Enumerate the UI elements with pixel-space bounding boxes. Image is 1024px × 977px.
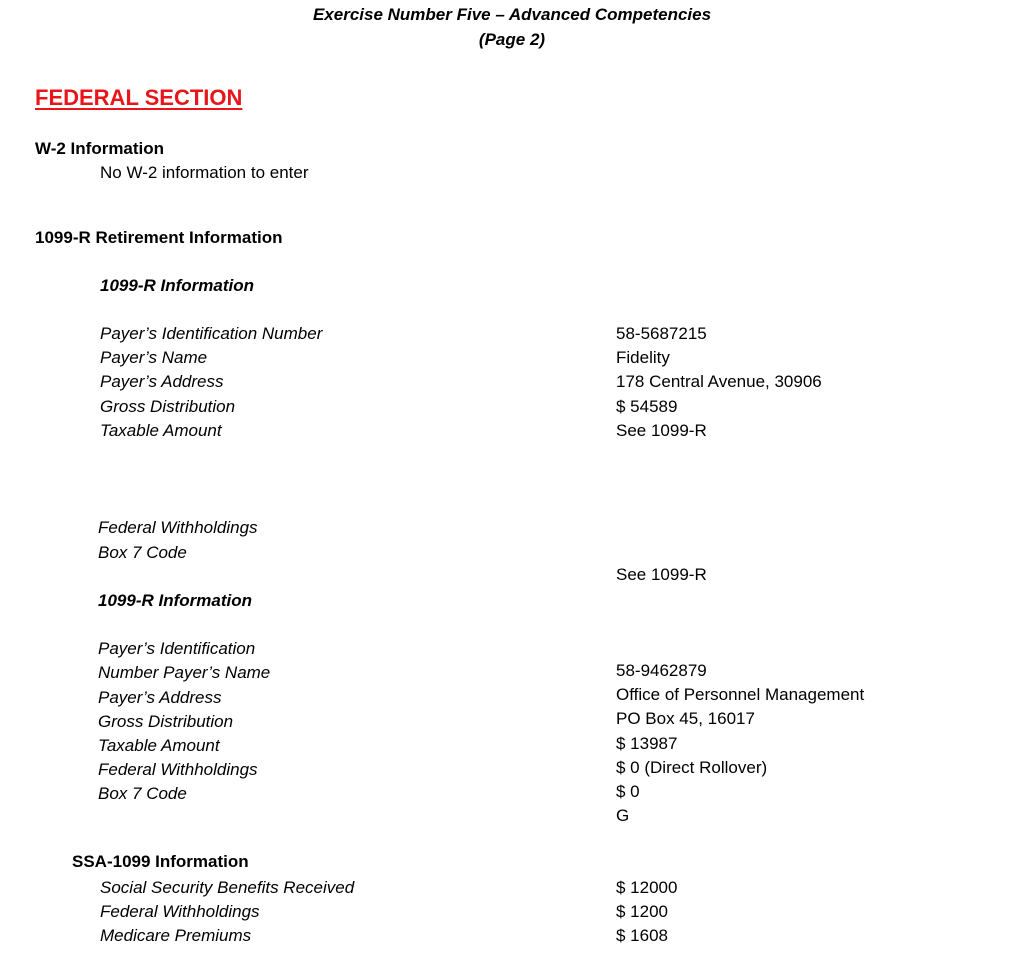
- 1099r2-value-box7-code: G: [616, 806, 630, 825]
- 1099r1-value-payer-name: Fidelity: [616, 348, 670, 367]
- 1099r2-label-payer-id: Payer’s Identification: [98, 639, 256, 658]
- 1099r-heading: 1099-R Retirement Information: [35, 228, 283, 247]
- 1099r2-value-taxable-amount: $ 0 (Direct Rollover): [616, 758, 768, 777]
- 1099r1-label-payer-address: Payer’s Address: [100, 372, 224, 391]
- 1099r2-label-payer-address: Payer’s Address: [98, 688, 222, 707]
- 1099r1-value-federal-withholdings: See 1099-R: [616, 565, 707, 584]
- 1099r1-label-taxable-amount: Taxable Amount: [100, 421, 222, 440]
- 1099r1-label-federal-withholdings: Federal Withholdings: [98, 518, 258, 537]
- 1099r2-label-box7-code: Box 7 Code: [98, 784, 187, 803]
- 1099r2-value-payer-address: PO Box 45, 16017: [616, 709, 755, 728]
- 1099r2-label-taxable-amount: Taxable Amount: [98, 736, 220, 755]
- ssa1099-value-medicare-premiums: $ 1608: [616, 926, 668, 945]
- w2-heading: W-2 Information: [35, 139, 165, 158]
- 1099r2-label-gross-distribution: Gross Distribution: [98, 712, 234, 731]
- 1099r1-label-gross-distribution: Gross Distribution: [100, 397, 236, 416]
- 1099r1-value-payer-id: 58-5687215: [616, 324, 707, 343]
- 1099r-subheading-2: 1099-R Information: [98, 591, 252, 610]
- ssa1099-label-federal-withholdings: Federal Withholdings: [100, 902, 260, 921]
- ssa1099-value-federal-withholdings: $ 1200: [616, 902, 668, 921]
- 1099r2-value-federal-withholdings: $ 0: [616, 782, 640, 801]
- 1099r1-label-box7-code: Box 7 Code: [98, 543, 187, 562]
- 1099r-subheading-1: 1099-R Information: [100, 276, 254, 295]
- w2-note: No W-2 information to enter: [100, 163, 309, 182]
- 1099r1-label-payer-name: Payer’s Name: [100, 348, 208, 367]
- 1099r1-value-payer-address: 178 Central Avenue, 30906: [616, 372, 822, 391]
- ssa1099-label-medicare-premiums: Medicare Premiums: [100, 926, 252, 945]
- document-title: Exercise Number Five – Advanced Competencies: [312, 5, 712, 24]
- 1099r1-value-taxable-amount: See 1099-R: [616, 421, 707, 440]
- 1099r2-label-payer-name: Number Payer’s Name: [98, 663, 271, 682]
- 1099r1-value-gross-distribution: $ 54589: [616, 397, 678, 416]
- federal-section-heading: FEDERAL SECTION: [35, 85, 243, 110]
- 1099r2-value-payer-id: 58-9462879: [616, 661, 707, 680]
- ssa1099-heading: SSA-1099 Information: [72, 852, 249, 871]
- page-number: (Page 2): [478, 30, 546, 49]
- 1099r1-label-payer-id: Payer’s Identification Number: [100, 324, 323, 343]
- ssa1099-value-benefits: $ 12000: [616, 878, 678, 897]
- 1099r2-value-payer-name: Office of Personnel Management: [616, 685, 865, 704]
- 1099r2-label-federal-withholdings: Federal Withholdings: [98, 760, 258, 779]
- ssa1099-label-benefits: Social Security Benefits Received: [100, 878, 355, 897]
- 1099r2-value-gross-distribution: $ 13987: [616, 734, 678, 753]
